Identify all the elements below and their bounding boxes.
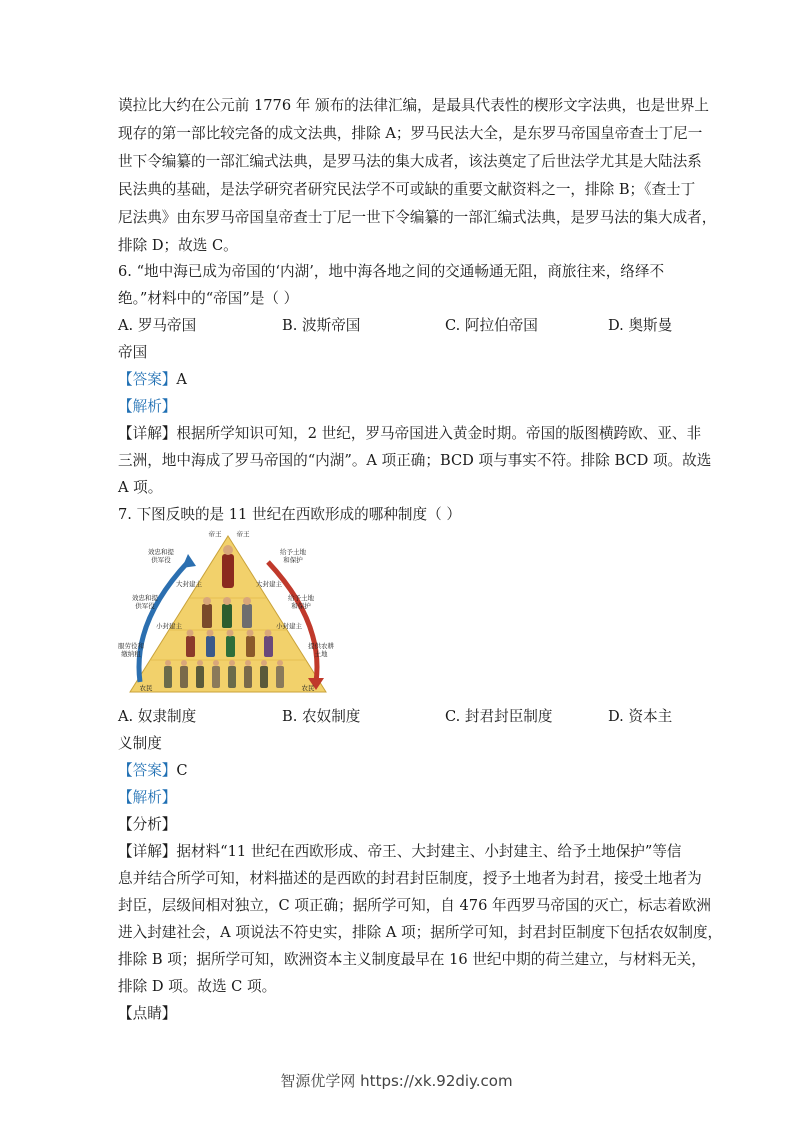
q7-detail	[118, 842, 682, 862]
label-right-arrow-1: 给予土地和保护	[280, 548, 306, 564]
q6-detail-line: 三洲，地中海成了罗马帝国的“内湖”。A 项正确；BCD 项与事实不符。排除 BCD 项。故选	[118, 452, 712, 469]
q7-analysis	[118, 788, 678, 808]
label-right-arrow-2: 给予土地和保护	[288, 594, 314, 610]
detail-tag: 【详解】	[118, 425, 177, 442]
q6-option-wrap: 帝国	[118, 344, 148, 361]
q7-option-b: B. 农奴制度	[282, 708, 361, 725]
q7-tip: 【点睛】	[118, 1005, 177, 1022]
answer-value: C	[176, 762, 188, 779]
q7-answer	[118, 761, 678, 781]
q7-option-wrap: 义制度	[118, 735, 162, 752]
intro-line: 世下令编纂的一部汇编式法典，是罗马法的集大成者，该法奠定了后世法学尤其是大陆法系	[118, 153, 702, 170]
q7-detail-line: 排除 B 项；据所学可知，欧洲资本主义制度最早在 16 世纪中期的荷兰建立，与材料无关，	[118, 951, 706, 968]
q6-answer	[118, 370, 678, 390]
label-left-arrow-1: 效忠和提供军役	[148, 548, 174, 564]
answer-tag: 【答案】	[118, 371, 177, 388]
label-low-left: 小封建主	[156, 622, 182, 630]
q6-option-c: C. 阿拉伯帝国	[445, 317, 538, 334]
q7-detail-line: 排除 D 项。故选 C 项。	[118, 978, 277, 995]
q6-analysis	[118, 397, 678, 417]
label-bottom-left: 农民	[139, 684, 153, 692]
page-footer: 智源优学网 https://xk.92diy.com	[280, 1072, 513, 1090]
analysis-tag: 【解析】	[118, 398, 177, 415]
q7-detail-line: 封臣，层级间相对独立，C 项正确；据所学可知，自 476 年西罗马帝国的灭亡，标志着欧洲	[118, 897, 711, 914]
q7-option-d: D. 资本主	[608, 708, 673, 725]
answer-value: A	[176, 371, 187, 388]
q6-option-b: B. 波斯帝国	[282, 317, 361, 334]
label-top-left: 帝王	[208, 530, 222, 538]
intro-line: 现存的第一部比较完备的成文法典，排除 A；罗马民法大全，是东罗马帝国皇帝查士丁尼一	[118, 125, 703, 142]
king-figure	[222, 545, 234, 588]
q7-detail-line: 息并结合所学可知，材料描述的是西欧的封君封臣制度，授予土地者为封君，接受土地者为	[118, 870, 702, 887]
label-left-arrow-3: 服劳役和缴纳租	[118, 642, 144, 658]
detail-text: 根据所学知识可知，2 世纪，罗马帝国进入黄金时期。帝国的版图横跨欧、亚、非	[176, 425, 702, 442]
q6-option-d: D. 奥斯曼	[608, 317, 673, 334]
q6-option-a: A. 罗马帝国	[118, 317, 197, 334]
label-right-arrow-3: 提供农耕土地	[308, 642, 334, 658]
q6-stem: 6. “地中海已成为帝国的‘内湖’，地中海各地之间的交通畅通无阻，商旅往来，络绎不	[118, 263, 665, 280]
intro-line: 谟拉比大约在公元前 1776 年 颁布的法律汇编，是最具代表性的楔形文字法典，也是世界上	[118, 97, 710, 114]
intro-line: 尼法典》由东罗马帝国皇帝查士丁尼一世下令编纂的一部汇编式法典，是罗马法的集大成者，	[118, 209, 717, 226]
label-left-arrow-2: 效忠和提供军役	[132, 594, 158, 610]
q7-detail-line: 进入封建社会，A 项说法不符史实，排除 A 项；据所学可知，封君封臣制度下包括农奴制度，	[118, 924, 723, 941]
q7-analysis-2: 【分析】	[118, 816, 177, 833]
detail-text: 据材料“11 世纪在西欧形成、帝王、大封建主、小封建主、给予土地保护”等信	[176, 843, 682, 860]
q7-stem: 7. 下图反映的是 11 世纪在西欧形成的哪种制度（ ）	[118, 506, 461, 523]
q6-stem: 绝。”材料中的“帝国”是（ ）	[118, 290, 299, 307]
q7-option-a: A. 奴隶制度	[118, 708, 197, 725]
intro-line: 排除 D；故选 C。	[118, 237, 238, 254]
label-mid-right: 大封建主	[256, 580, 282, 588]
q7-option-c: C. 封君封臣制度	[445, 708, 553, 725]
great-lords-figures	[202, 597, 252, 628]
label-bottom-right: 农民	[301, 684, 315, 692]
q6-detail	[118, 424, 702, 444]
analysis-tag: 【解析】	[118, 789, 177, 806]
label-low-right: 小封建主	[276, 622, 302, 630]
q6-detail-line: A 项。	[118, 479, 163, 496]
answer-tag: 【答案】	[118, 762, 177, 779]
feudal-pyramid-figure	[118, 532, 338, 697]
detail-tag: 【详解】	[118, 843, 177, 860]
intro-line: 民法典的基础，是法学研究者研究民法学不可或缺的重要文献资料之一，排除 B；《查士丁	[118, 181, 696, 198]
label-mid-left: 大封建主	[176, 580, 202, 588]
label-top-right: 帝王	[236, 530, 250, 538]
